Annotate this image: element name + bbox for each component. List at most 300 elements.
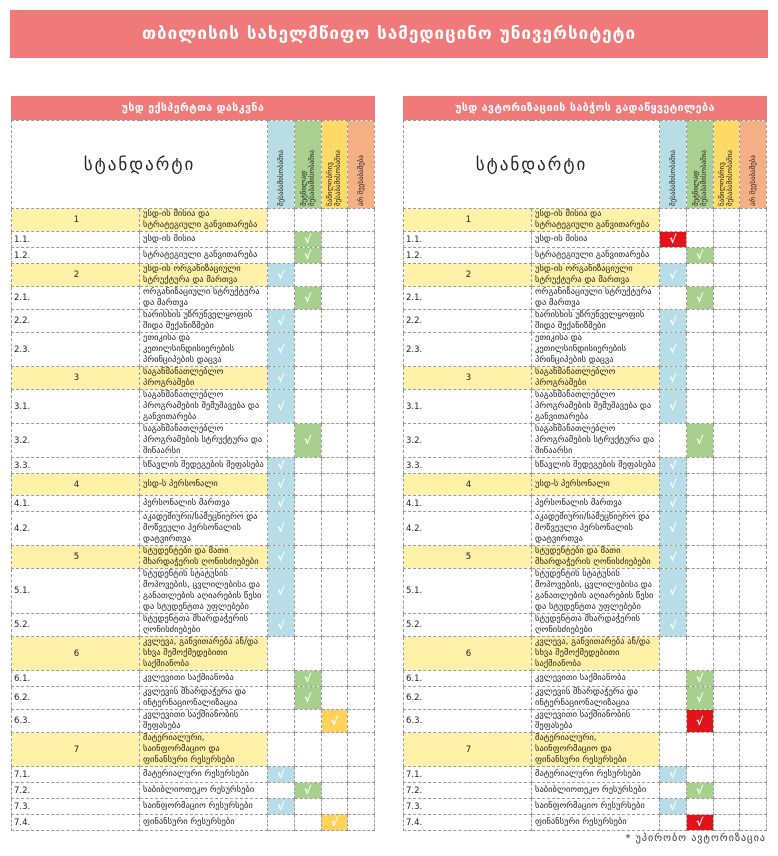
row-number: 6.3. (12, 710, 140, 733)
standard-name: კვლევა, განვითარება ან/და სხვა შემოქმედებითი საქმიანობა (140, 637, 268, 671)
header-partially-compliant: ნაწილობრივ შესაბამისობაშია (321, 121, 348, 209)
rating-cell-empty (740, 733, 767, 767)
rating-cell-empty (713, 687, 740, 710)
rating-mark-red (660, 733, 687, 767)
rating-cell-empty (740, 671, 767, 687)
check-icon: √ (303, 784, 312, 797)
standards-table (11, 120, 375, 831)
rating-cell-empty (321, 512, 348, 546)
table-row (12, 815, 375, 831)
standard-name: კვლევის მხარდაჭერა და ინტერნაციონალიზაცია (140, 687, 268, 710)
rating-cell-empty (686, 390, 713, 424)
row-number: 1.2. (12, 248, 140, 264)
check-icon: √ (669, 584, 677, 598)
row-number: 6.3. (404, 710, 532, 733)
rating-mark-compliant (660, 799, 687, 815)
row-number: 3.1. (404, 390, 532, 424)
panel-title: უსდ ავტორიზაციის საბჭოს გადაწყვეტილება (403, 96, 767, 120)
rating-cell-empty (321, 458, 348, 474)
rating-cell-empty (321, 671, 348, 687)
rating-mark-compliant (268, 367, 295, 390)
rating-cell-empty (740, 710, 767, 733)
check-icon: √ (669, 478, 677, 491)
rating-mark-mostly (294, 232, 321, 248)
rating-cell-empty (348, 546, 375, 569)
standards-header: სტანდარტი (12, 121, 268, 209)
standards-table (403, 120, 767, 831)
rating-cell-empty (686, 614, 713, 637)
rating-cell-empty (713, 367, 740, 390)
table-row (404, 310, 767, 333)
rating-cell-empty (740, 614, 767, 637)
section-row (12, 209, 375, 232)
rating-cell-empty (268, 671, 295, 687)
row-number: 7.2. (12, 783, 140, 799)
standard-name: სწავლის შედეგების შეფასება (532, 458, 660, 474)
rating-cell-empty (348, 209, 375, 232)
standard-name: საგანმანათლებლო პროგრამების შემუშავება და განვითარება (532, 390, 660, 424)
check-icon: √ (669, 743, 677, 756)
table-row (404, 614, 767, 637)
rating-cell-empty (713, 496, 740, 512)
rating-cell-empty (321, 287, 348, 310)
header-non-compliant: არ შეესაბამება (348, 121, 375, 209)
table-row (12, 799, 375, 815)
rating-cell-empty (348, 287, 375, 310)
rating-cell-empty (321, 783, 348, 799)
table-row (404, 458, 767, 474)
rating-cell-empty (348, 264, 375, 287)
standard-name: სტუდენტები და მათი მხარდაჭერის ღონისძიებები (140, 546, 268, 569)
check-icon: √ (277, 371, 285, 385)
table-row (404, 333, 767, 367)
rating-cell-empty (321, 733, 348, 767)
standard-name: კვლევა, განვითარება ან/და სხვა შემოქმედებითი საქმიანობა (532, 637, 660, 671)
standard-name: მატერიალური რესურსები (532, 767, 660, 783)
row-number: 3.2. (404, 424, 532, 458)
row-number: 6.1. (404, 671, 532, 687)
rating-cell-empty (321, 614, 348, 637)
check-icon: √ (303, 291, 312, 305)
section-row (404, 474, 767, 496)
rating-mark-compliant (268, 767, 295, 783)
rating-cell-empty (294, 815, 321, 831)
rating-cell-empty (348, 614, 375, 637)
table-row (12, 614, 375, 637)
standard-name: ფინანსური რესურსები (140, 815, 268, 831)
rating-cell-empty (268, 815, 295, 831)
rating-cell-empty (686, 209, 713, 232)
rating-cell-empty (713, 671, 740, 687)
page-title-banner (10, 10, 768, 58)
table-row (404, 512, 767, 546)
authorization-council-panel (403, 96, 767, 831)
check-icon: √ (669, 343, 677, 356)
row-number: 2.2. (12, 310, 140, 333)
row-number: 5.2. (404, 614, 532, 637)
standard-name: უსდ-ის მისია (532, 232, 660, 248)
rating-cell-empty (686, 264, 713, 287)
table-row (12, 512, 375, 546)
rating-mark-compliant (660, 767, 687, 783)
header-mostly-compliant: მეტწილად შესაბამისობაშია (686, 121, 713, 209)
rating-cell-empty (740, 512, 767, 546)
rating-mark-compliant (660, 333, 687, 367)
row-number: 6 (12, 637, 140, 671)
rating-cell-empty (268, 248, 295, 264)
row-number: 5 (404, 546, 532, 569)
rating-cell-empty (740, 783, 767, 799)
table-row (404, 799, 767, 815)
rating-cell-empty (294, 569, 321, 614)
rating-mark-red (686, 710, 713, 733)
rating-cell-empty (660, 671, 687, 687)
rating-cell-empty (348, 783, 375, 799)
rating-cell-empty (740, 458, 767, 474)
rating-cell-empty (348, 248, 375, 264)
row-number: 7.1. (404, 767, 532, 783)
rating-cell-empty (294, 799, 321, 815)
check-icon: √ (669, 400, 677, 413)
rating-cell-empty (686, 496, 713, 512)
section-row (404, 733, 767, 767)
table-row (12, 458, 375, 474)
check-icon: √ (695, 714, 704, 728)
rating-cell-empty (268, 209, 295, 232)
rating-cell-empty (713, 637, 740, 671)
rating-cell-empty (348, 512, 375, 546)
rating-mark-compliant (660, 569, 687, 614)
rating-cell-empty (740, 264, 767, 287)
rating-cell-empty (660, 248, 687, 264)
rating-cell-empty (713, 287, 740, 310)
row-number: 1.1. (12, 232, 140, 248)
check-icon: √ (277, 268, 285, 282)
rating-cell-empty (348, 637, 375, 671)
table-row (12, 569, 375, 614)
row-number: 2 (12, 264, 140, 287)
rating-cell-empty (348, 569, 375, 614)
rating-cell-empty (294, 333, 321, 367)
rating-mark-compliant (660, 614, 687, 637)
rating-cell-empty (294, 512, 321, 546)
header-non-compliant: არ შეესაბამება (740, 121, 767, 209)
row-number: 7.1. (12, 767, 140, 783)
rating-mark-compliant (660, 474, 687, 496)
rating-cell-empty (294, 710, 321, 733)
rating-cell-empty (686, 569, 713, 614)
rating-mark-mostly (294, 248, 321, 264)
rating-cell-empty (740, 287, 767, 310)
row-number: 7 (404, 733, 532, 767)
check-icon: √ (303, 434, 312, 447)
row-number: 5.2. (12, 614, 140, 637)
rating-mark-partial (321, 710, 348, 733)
row-number: 2.2. (404, 310, 532, 333)
check-icon: √ (669, 522, 677, 535)
rating-cell-empty (321, 687, 348, 710)
rating-cell-empty (660, 687, 687, 710)
rating-mark-compliant (660, 458, 687, 474)
rating-mark-mostly (294, 287, 321, 310)
rating-cell-empty (713, 710, 740, 733)
check-icon: √ (277, 618, 285, 632)
page-title: თბილისის სახელმწიფო სამედიცინო უნივერსიტეტი (141, 24, 637, 44)
table-row (404, 232, 767, 248)
table-row (12, 710, 375, 733)
standard-name: სტუდენტთა მხარდაჭერის ღონისძიებები (140, 614, 268, 637)
standard-name: მატერიალური რესურსები (140, 767, 268, 783)
rating-cell-empty (740, 496, 767, 512)
rating-cell-empty (321, 424, 348, 458)
rating-cell-empty (713, 569, 740, 614)
rating-mark-compliant (660, 264, 687, 287)
check-icon: √ (669, 618, 677, 632)
check-icon: √ (669, 233, 677, 246)
standard-name: სტუდენტები და მათი მხარდაჭერის ღონისძიებები (532, 546, 660, 569)
rating-cell-empty (294, 767, 321, 783)
rating-cell-empty (348, 474, 375, 496)
rating-cell-empty (348, 310, 375, 333)
table-header-row (404, 121, 767, 209)
rating-cell-empty (713, 733, 740, 767)
row-number: 5.1. (12, 569, 140, 614)
row-number: 2 (404, 264, 532, 287)
check-icon: √ (695, 434, 704, 447)
row-number: 7.2. (404, 783, 532, 799)
rating-mark-compliant (660, 390, 687, 424)
table-body (12, 209, 375, 831)
check-icon: √ (277, 768, 285, 781)
rating-cell-empty (348, 333, 375, 367)
row-number: 5 (12, 546, 140, 569)
standards-header: სტანდარტი (404, 121, 660, 209)
rating-cell-empty (348, 815, 375, 831)
rating-cell-empty (268, 637, 295, 671)
rating-cell-empty (713, 783, 740, 799)
check-icon: √ (695, 291, 704, 305)
row-number: 5.1. (404, 569, 532, 614)
table-row (12, 671, 375, 687)
rating-cell-empty (660, 287, 687, 310)
rating-cell-empty (268, 783, 295, 799)
rating-mark-red (686, 815, 713, 831)
table-row (404, 390, 767, 424)
row-number: 1.1. (404, 232, 532, 248)
row-number: 3.3. (404, 458, 532, 474)
rating-cell-empty (321, 333, 348, 367)
check-icon: √ (277, 343, 285, 356)
rating-cell-empty (268, 710, 295, 733)
rating-mark-compliant (268, 390, 295, 424)
row-number: 4 (12, 474, 140, 496)
rating-cell-empty (713, 310, 740, 333)
section-row (12, 474, 375, 496)
table-row (12, 783, 375, 799)
standard-name: უსდ-ს პერსონალი (532, 474, 660, 496)
standard-name: კვლევითი საქმიანობა (140, 671, 268, 687)
rating-cell-empty (740, 310, 767, 333)
table-row (12, 248, 375, 264)
row-number: 4.1. (12, 496, 140, 512)
rating-cell-empty (686, 367, 713, 390)
table-row (404, 424, 767, 458)
check-icon: √ (669, 459, 677, 472)
rating-cell-empty (713, 390, 740, 424)
row-number: 4.2. (12, 512, 140, 546)
rating-cell-empty (713, 512, 740, 546)
rating-cell-empty (348, 799, 375, 815)
rating-mark-red (660, 637, 687, 671)
rating-mark-mostly (294, 783, 321, 799)
section-row (12, 264, 375, 287)
row-number: 7 (12, 733, 140, 767)
rating-mark-partial (321, 815, 348, 831)
rating-cell-empty (348, 232, 375, 248)
standard-name: საგანმანათლებლო პროგრამები (532, 367, 660, 390)
rating-mark-compliant (660, 310, 687, 333)
rating-cell-empty (713, 767, 740, 783)
check-icon: √ (277, 314, 285, 328)
section-row (12, 733, 375, 767)
rating-cell-empty (321, 367, 348, 390)
rating-cell-empty (294, 496, 321, 512)
standard-name: საინფორმაციო რესურსები (140, 799, 268, 815)
standard-name: უსდ-ის მისია (140, 232, 268, 248)
rating-mark-compliant (268, 614, 295, 637)
header-compliant: შესაბამისობაშია (268, 121, 295, 209)
table-row (12, 687, 375, 710)
rating-cell-empty (268, 424, 295, 458)
rating-cell-empty (348, 671, 375, 687)
standard-name: საბიბლიოთეკო რესურსები (140, 783, 268, 799)
standard-name: აკადემიური/სამეცნიერო და მოწვეული პერსონალის დატვირთვა (140, 512, 268, 546)
check-icon: √ (669, 268, 677, 282)
row-number: 1 (404, 209, 532, 232)
standard-name: უსდ-ის ორგანიზაციული სტრუქტურა და მართვა (532, 264, 660, 287)
row-number: 6 (404, 637, 532, 671)
table-row (404, 569, 767, 614)
check-icon: √ (695, 691, 704, 705)
row-number: 2.1. (12, 287, 140, 310)
rating-cell-empty (321, 569, 348, 614)
section-row (404, 546, 767, 569)
check-icon: √ (277, 478, 285, 491)
standard-name: ეთიკისა და კეთილსინდისიერების პრინციპების დაცვა (532, 333, 660, 367)
row-number: 7.3. (12, 799, 140, 815)
rating-cell-empty (713, 232, 740, 248)
rating-mark-mostly (686, 424, 713, 458)
rating-cell-empty (740, 367, 767, 390)
section-row (12, 367, 375, 390)
rating-cell-empty (686, 799, 713, 815)
rating-cell-empty (348, 424, 375, 458)
rating-cell-empty (294, 367, 321, 390)
rating-cell-empty (348, 390, 375, 424)
section-row (404, 209, 767, 232)
standard-name: საგანმანათლებლო პროგრამების სტრუქტურა და შინაარსი (140, 424, 268, 458)
rating-mark-mostly (686, 687, 713, 710)
row-number: 3.1. (12, 390, 140, 424)
rating-cell-empty (294, 264, 321, 287)
rating-cell-empty (713, 424, 740, 458)
table-row (12, 232, 375, 248)
row-number: 6.2. (12, 687, 140, 710)
table-row (12, 424, 375, 458)
standard-name: ფინანსური რესურსები (532, 815, 660, 831)
standard-name: ხარისხის უზრუნველყოფის შიდა მექანიზმები (140, 310, 268, 333)
check-icon: √ (695, 784, 704, 797)
rating-cell-empty (713, 248, 740, 264)
table-row (12, 767, 375, 783)
standard-name: ხარისხის უზრუნველყოფის შიდა მექანიზმები (532, 310, 660, 333)
rating-cell-empty (294, 458, 321, 474)
row-number: 3 (12, 367, 140, 390)
rating-cell-empty (686, 733, 713, 767)
rating-cell-empty (321, 264, 348, 287)
check-icon: √ (669, 768, 677, 781)
rating-mark-compliant (268, 474, 295, 496)
rating-cell-empty (713, 614, 740, 637)
rating-cell-empty (294, 310, 321, 333)
row-number: 7.4. (12, 815, 140, 831)
rating-cell-empty (348, 458, 375, 474)
check-icon: √ (303, 213, 312, 227)
rating-cell-empty (321, 496, 348, 512)
standard-name: სტუდენტის სტატუსის მოპოვების, ცვლილებისა და განათლების აღიარების წესი და სტუდენტთა უფლებები (140, 569, 268, 614)
rating-mark-mostly (294, 209, 321, 232)
row-number: 3.3. (12, 458, 140, 474)
check-icon: √ (277, 522, 285, 535)
row-number: 2.3. (404, 333, 532, 367)
rating-cell-empty (713, 815, 740, 831)
section-row (12, 637, 375, 671)
table-row (404, 815, 767, 831)
footnote: * უპირობო ავტორიზაცია (625, 833, 766, 844)
table-row (404, 767, 767, 783)
rating-cell-empty (660, 783, 687, 799)
check-icon: √ (303, 233, 312, 246)
row-number: 2.3. (12, 333, 140, 367)
standard-name: მატერიალური, საინფორმაციო და ფინანსური რესურსები (140, 733, 268, 767)
check-icon: √ (695, 249, 704, 262)
rating-cell-empty (268, 287, 295, 310)
standard-name: კვლევითი საქმიანობა (532, 671, 660, 687)
rating-mark-compliant (660, 546, 687, 569)
rating-cell-empty (321, 546, 348, 569)
row-number: 1 (12, 209, 140, 232)
rating-cell-empty (321, 209, 348, 232)
row-number: 3.2. (12, 424, 140, 458)
check-icon: √ (669, 550, 677, 564)
table-body (404, 209, 767, 831)
rating-mark-compliant (268, 512, 295, 546)
rating-mark-mostly (294, 637, 321, 671)
rating-cell-empty (294, 614, 321, 637)
rating-mark-compliant (660, 512, 687, 546)
rating-mark-compliant (268, 569, 295, 614)
rating-cell-empty (660, 424, 687, 458)
rating-cell-empty (713, 799, 740, 815)
standard-name: სწავლის შედეგების შეფასება (140, 458, 268, 474)
standard-name: კვლევის მხარდაჭერა და ინტერნაციონალიზაცია (532, 687, 660, 710)
check-icon: √ (277, 800, 285, 813)
rating-cell-empty (686, 767, 713, 783)
table-row (404, 287, 767, 310)
check-icon: √ (277, 400, 285, 413)
rating-mark-compliant (660, 367, 687, 390)
rating-cell-empty (660, 710, 687, 733)
